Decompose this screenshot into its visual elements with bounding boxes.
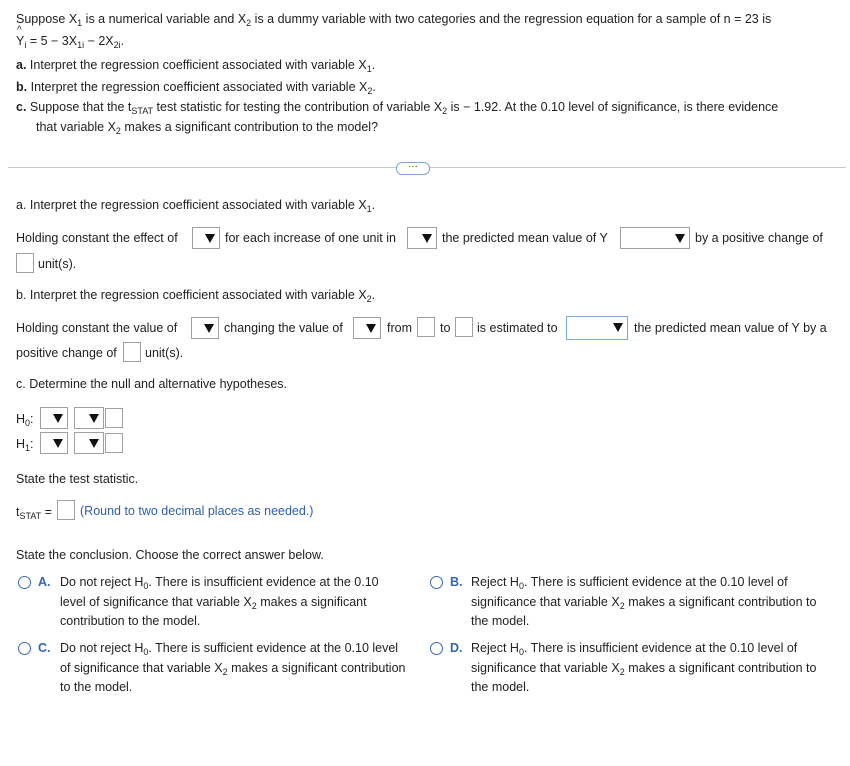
section-a-heading: a. Interpret the regression coefficient associated with variable $X_1$. [16,198,376,214]
option-d-line-2[interactable]: significance that variable $X_2$ makes a significant contribution to [471,661,817,677]
section-b-dropdown-3[interactable] [566,316,628,340]
tstat-input[interactable] [57,500,75,520]
option-a-line-3[interactable]: contribution to the model. [60,614,201,628]
section-b-to-input[interactable] [455,317,473,337]
option-c-line-2[interactable]: of significance that variable $X_2$ makes a significant contribution [60,661,406,677]
option-d-line-1[interactable]: Reject $H_0$. There is insufficient evidence at the 0.10 level of [471,641,798,657]
option-c-line-1[interactable]: Do not reject $H_0$. There is sufficient evidence at the 0.10 level [60,641,399,657]
section-b-text-1: Holding constant the value of [16,321,178,335]
h0-variable-dropdown[interactable] [40,407,68,429]
option-c-letter: C. [38,641,51,655]
option-b-radio[interactable] [430,576,443,589]
section-a-dropdown-1[interactable] [192,227,220,249]
question-intro: Suppose $X_1$ is a numerical variable and $X_2$ is a dummy variable with two categories and the regression equation for a sample of n = 23 is [16,12,772,28]
section-a-change-input[interactable] [16,253,34,273]
section-a-text-3: the predicted mean value of Y [442,231,608,245]
section-b-text-5: is estimated to [477,321,558,335]
question-part-a: a. Interpret the regression coefficient associated with variable $X_1$. [16,58,376,74]
h1-operator-dropdown[interactable] [74,432,104,454]
section-a-text-5: unit(s). [38,257,77,271]
chevron-down-icon [422,234,432,243]
chevron-down-icon [53,414,63,423]
option-b-letter: B. [450,575,463,589]
regression-equation: Y ^ $_i = 5 - 3X_{1i} - 2X_{2i}$. [16,25,125,50]
chevron-down-icon [675,234,685,243]
tstat-label: $t_{STAT}$ = [16,505,52,521]
section-a-dropdown-3[interactable] [620,227,690,249]
h1-value-input[interactable] [105,433,123,453]
option-b-line-2[interactable]: significance that variable $X_2$ makes a significant contribution to [471,595,817,611]
option-a-line-2[interactable]: level of significance that variable $X_2$ makes a significant [60,595,367,611]
section-b-text-3: from [387,321,412,335]
rounding-hint: (Round to two decimal places as needed.) [80,504,314,518]
section-b-text-8: unit(s). [145,346,184,360]
question-part-c: c. Suppose that the $t_{STAT}$ test statistic for testing the contribution of variable $X_2$ is − 1.92. At the 0.10 level of significance, is there evidence [16,100,779,116]
chevron-down-icon [613,323,623,332]
option-b-line-1[interactable]: Reject $H_0$. There is sufficient evidence at the 0.10 level of [471,575,788,591]
section-b-change-input[interactable] [123,342,141,362]
h0-operator-dropdown[interactable] [74,407,104,429]
section-c-heading: c. Determine the null and alternative hypotheses. [16,377,287,391]
option-d-radio[interactable] [430,642,443,655]
option-a-line-1[interactable]: Do not reject $H_0$. There is insufficient evidence at the 0.10 [60,575,379,591]
state-test-statistic: State the test statistic. [16,472,139,486]
question-part-b: b. Interpret the regression coefficient associated with variable $X_2$. [16,80,376,96]
h1-variable-dropdown[interactable] [40,432,68,454]
option-a-letter: A. [38,575,51,589]
section-b-dropdown-2[interactable] [353,317,381,339]
section-b-dropdown-1[interactable] [191,317,219,339]
option-a-radio[interactable] [18,576,31,589]
more-button[interactable]: ··· [396,162,430,175]
section-b-text-2: changing the value of [224,321,343,335]
option-b-line-3[interactable]: the model. [471,614,530,628]
h1-label: $H_1$: [16,437,34,453]
h0-value-input[interactable] [105,408,123,428]
section-b-from-input[interactable] [417,317,435,337]
section-a-text-1: Holding constant the effect of [16,231,178,245]
chevron-down-icon [53,439,63,448]
option-c-radio[interactable] [18,642,31,655]
chevron-down-icon [89,439,99,448]
h0-label: $H_0$: [16,412,34,428]
section-a-dropdown-2[interactable] [407,227,437,249]
conclusion-prompt: State the conclusion. Choose the correct answer below. [16,548,324,562]
section-b-heading: b. Interpret the regression coefficient associated with variable $X_2$. [16,288,376,304]
chevron-down-icon [204,324,214,333]
section-a-text-4: by a positive change of [695,231,823,245]
option-d-line-3[interactable]: the model. [471,680,530,694]
chevron-down-icon [366,324,376,333]
option-c-line-3[interactable]: to the model. [60,680,133,694]
section-a-text-2: for each increase of one unit in [225,231,396,245]
section-b-text-6: the predicted mean value of Y by a [634,321,827,335]
chevron-down-icon [89,414,99,423]
section-b-text-4: to [440,321,451,335]
option-d-letter: D. [450,641,463,655]
question-part-c-cont: that variable $X_2$ makes a significant contribution to the model? [36,120,379,136]
section-b-text-7: positive change of [16,346,117,360]
chevron-down-icon [205,234,215,243]
